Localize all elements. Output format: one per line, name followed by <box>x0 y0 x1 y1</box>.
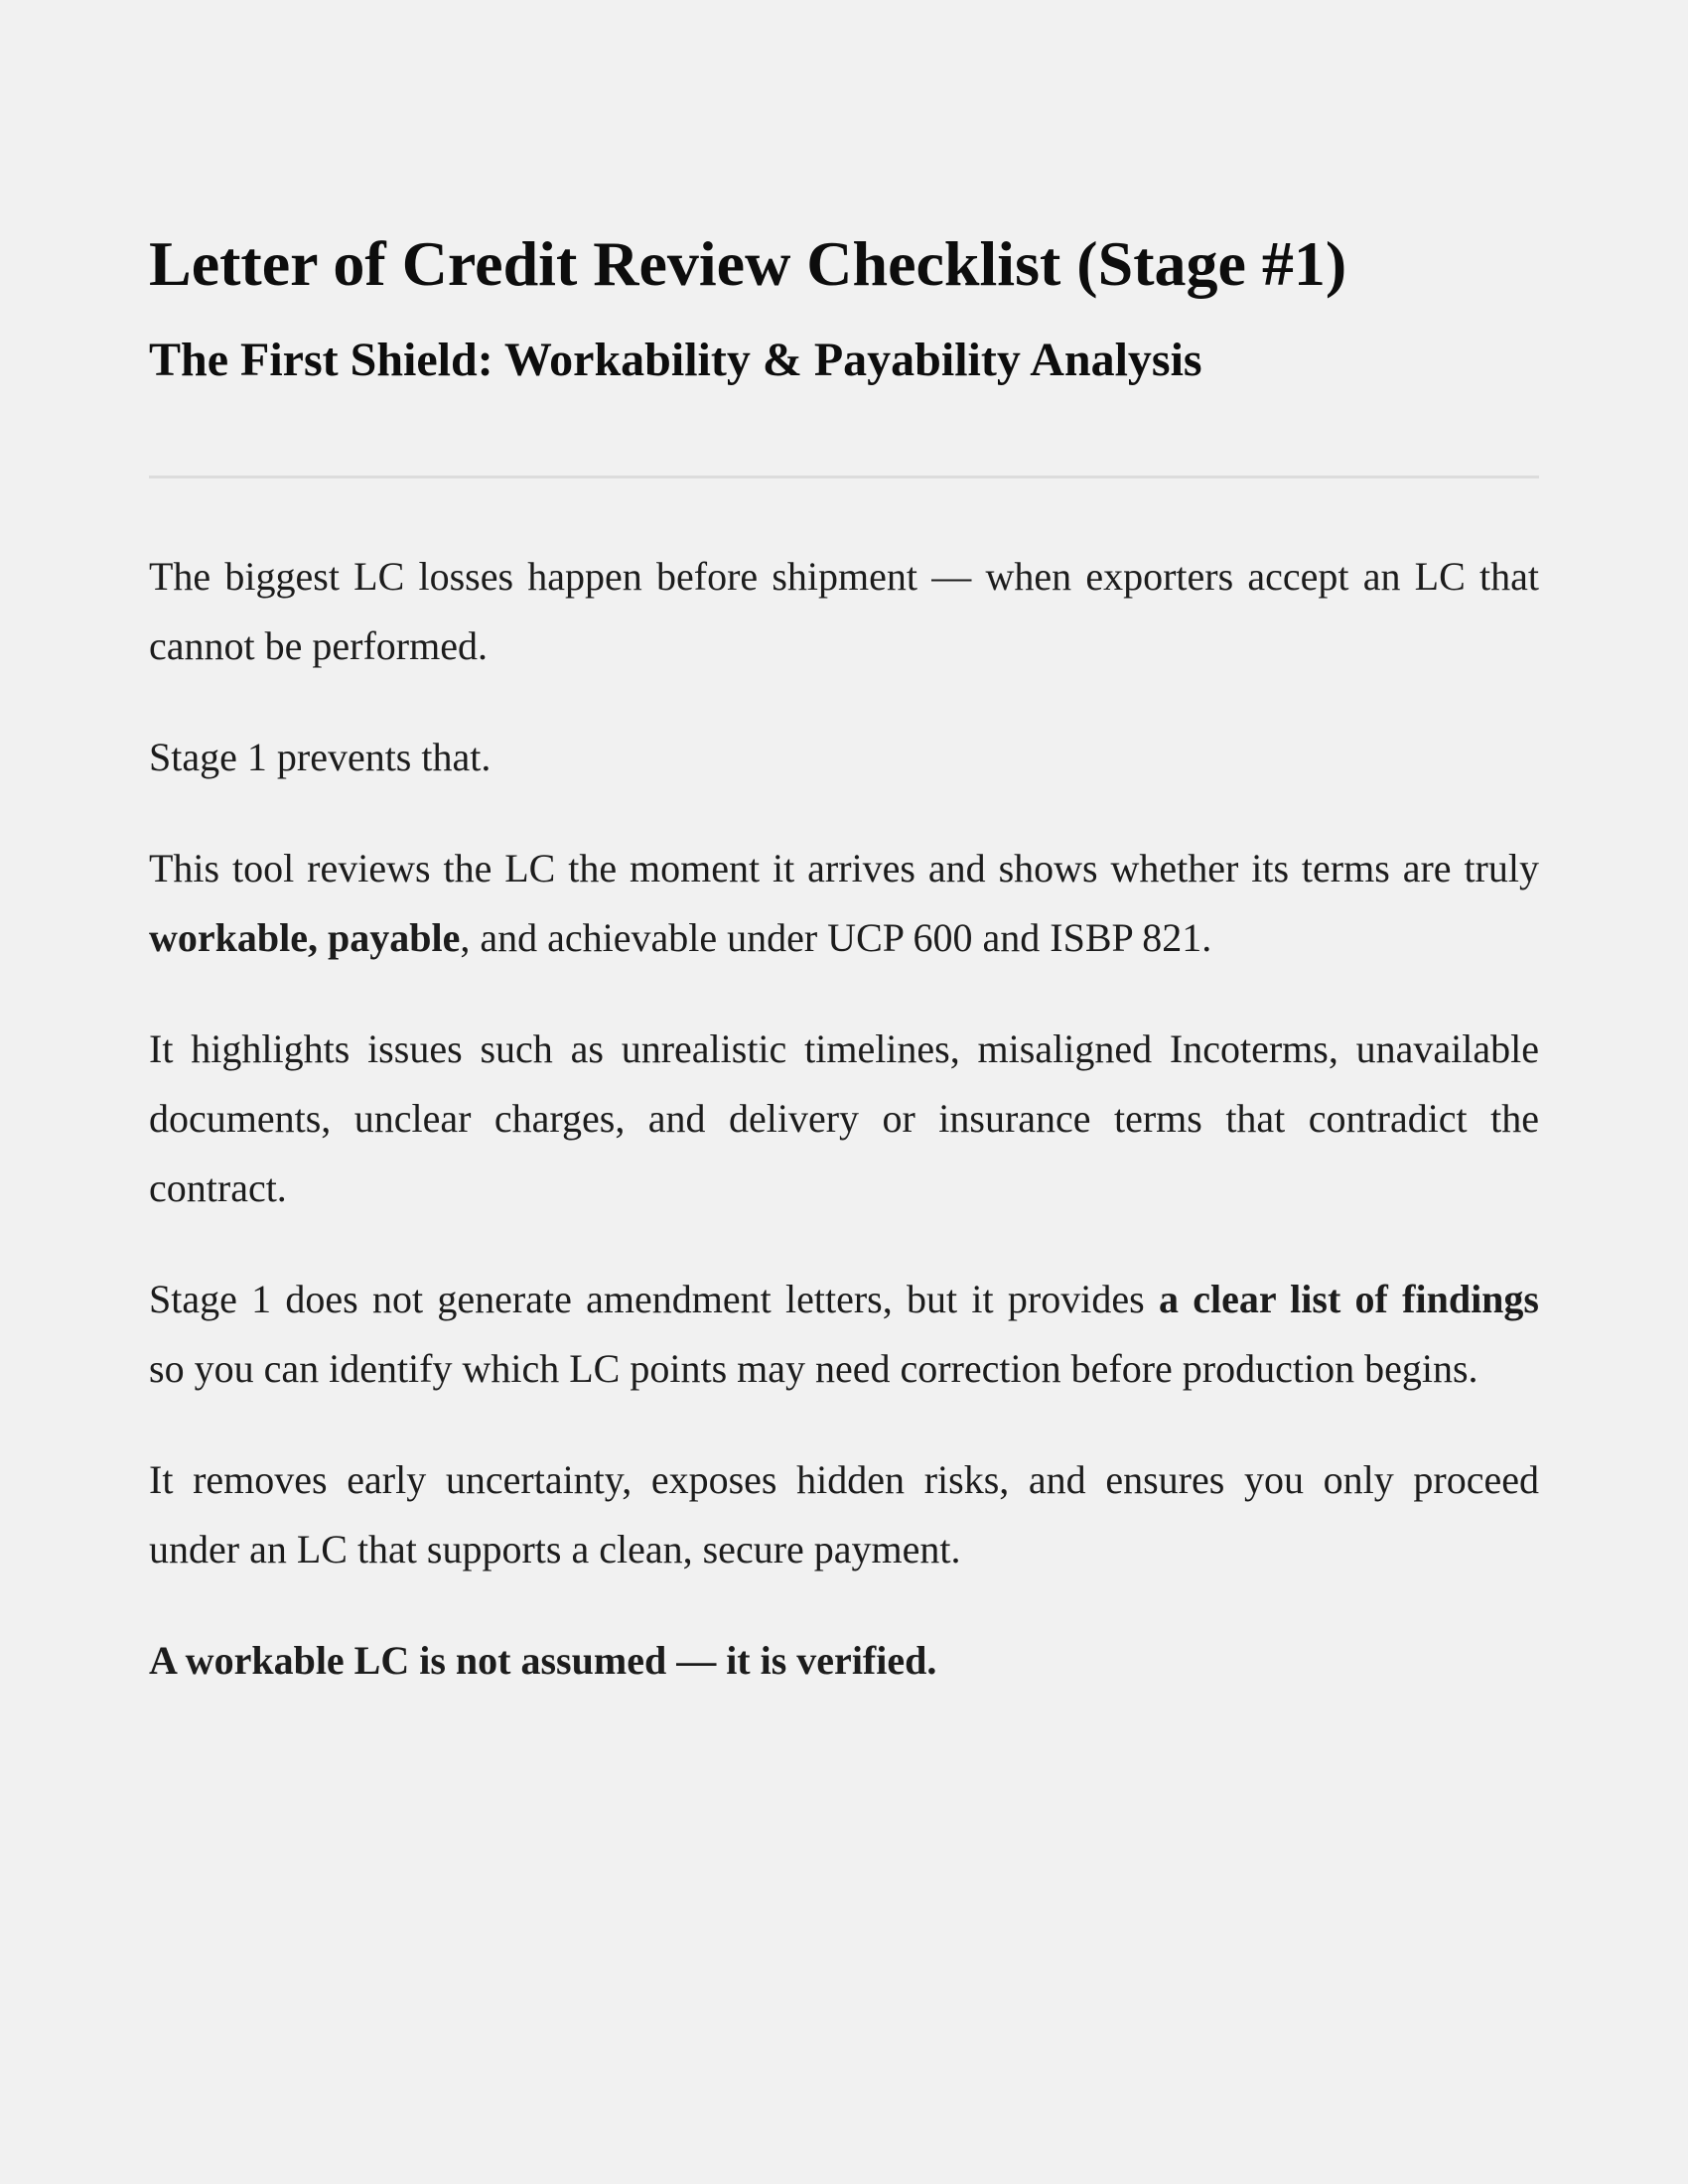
text-run: Stage 1 does not generate amendment letters, but it provides <box>149 1277 1159 1321</box>
paragraph <box>149 723 1539 792</box>
paragraph <box>149 834 1539 973</box>
text-run: Stage 1 prevents that. <box>149 735 492 779</box>
text-run: This tool reviews the LC the moment it arrives and shows whether its terms are truly <box>149 846 1539 890</box>
text-line <box>149 1626 1539 1696</box>
text-run: documents, unclear charges, and delivery or insurance terms that contradict the <box>149 1096 1539 1141</box>
paragraph <box>149 1265 1539 1404</box>
divider <box>149 476 1539 478</box>
text-line <box>149 1265 1539 1334</box>
paragraph <box>149 542 1539 681</box>
text-run: contract. <box>149 1165 287 1210</box>
text-line <box>149 903 1539 973</box>
text-line <box>149 723 1539 792</box>
text-run: It highlights issues such as unrealistic timelines, misaligned Incoterms, unavailable <box>149 1026 1539 1071</box>
text-line <box>149 612 1539 681</box>
body-text <box>149 542 1539 1696</box>
text-line <box>149 542 1539 612</box>
page-subtitle: The First Shield: Workability & Payability Analysis <box>149 334 1202 386</box>
paragraph <box>149 1015 1539 1223</box>
text-run: under an LC that supports a clean, secure payment. <box>149 1527 961 1571</box>
text-run: so you can identify which LC points may need correction before production begins. <box>149 1346 1478 1391</box>
bold-text-run: A workable LC is not assumed — it is verified. <box>149 1638 937 1683</box>
text-run: The biggest LC losses happen before shipment — when exporters accept an LC that <box>149 554 1539 599</box>
text-line <box>149 834 1539 903</box>
text-run: cannot be performed. <box>149 623 488 668</box>
text-line <box>149 1445 1539 1515</box>
text-line <box>149 1154 1539 1223</box>
bold-text-run: workable, payable <box>149 915 461 960</box>
document-page <box>149 0 1539 1696</box>
text-line <box>149 1084 1539 1154</box>
page-title: Letter of Credit Review Checklist (Stage #1) <box>149 228 1347 299</box>
text-run: , and achievable under UCP 600 and ISBP 821. <box>460 915 1212 960</box>
paragraph <box>149 1445 1539 1584</box>
text-line <box>149 1515 1539 1584</box>
paragraph <box>149 1626 1539 1696</box>
bold-text-run: a clear list of findings <box>1158 1277 1539 1321</box>
text-line <box>149 1015 1539 1084</box>
text-line <box>149 1334 1539 1404</box>
text-run: It removes early uncertainty, exposes hidden risks, and ensures you only proceed <box>149 1457 1539 1502</box>
